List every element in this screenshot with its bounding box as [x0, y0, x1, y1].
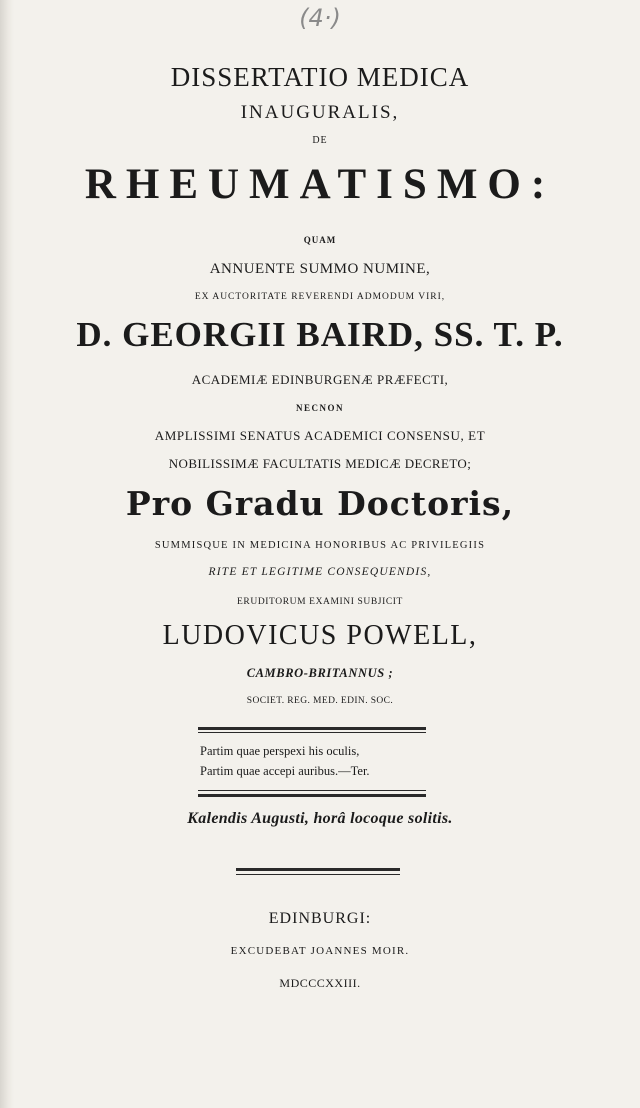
imprint-printer: EXCUDEBAT JOANNES MOIR.: [230, 945, 410, 957]
rule-epigraph-top-thin: [198, 732, 426, 733]
rule-epigraph-top-thick: [198, 727, 426, 730]
author-origin: CAMBRO-BRITANNUS ;: [246, 666, 394, 680]
epigraph-line-2: Partim quae accepi auribus.—Ter.: [200, 764, 370, 778]
handwritten-mark: (4·): [299, 4, 341, 32]
annuente-line: ANNUENTE SUMMO NUMINE,: [209, 261, 431, 277]
rule-epigraph-bottom-thin: [198, 790, 426, 791]
academiae-line: ACADEMIÆ EDINBURGENÆ PRÆFECTI,: [191, 372, 449, 387]
title-line-inauguralis: INAUGURALIS,: [240, 102, 400, 123]
title-line-dissertatio: DISSERTATIO MEDICA: [170, 62, 470, 92]
epigraph-line-1: Partim quae perspexi his oculis,: [200, 744, 360, 758]
auctoritate-line: EX AUCTORITATE REVERENDI ADMODUM VIRI,: [194, 292, 446, 302]
quam-line: QUAM: [303, 235, 337, 245]
honoribus-line: SUMMISQUE IN MEDICINA HONORIBUS AC PRIVILEGIIS: [154, 540, 486, 551]
principal-name: D. GEORGII BAIRD, SS. T. P.: [76, 315, 564, 354]
rite-line: RITE ET LEGITIME CONSEQUENDIS,: [208, 566, 432, 578]
title-line-de: DE: [312, 135, 328, 146]
subject-title: RHEUMATISMO:: [84, 161, 556, 208]
date-line: Kalendis Augusti, horâ locoque solitis.: [187, 810, 453, 827]
necnon-line: NECNON: [295, 403, 344, 413]
imprint-year: MDCCCXXIII.: [279, 976, 361, 990]
author-societies: SOCIET. REG. MED. EDIN. SOC.: [246, 696, 394, 706]
rule-imprint-thick: [236, 868, 400, 871]
facultatis-line: NOBILISSIMÆ FACULTATIS MEDICÆ DECRETO;: [168, 456, 472, 471]
senatus-line: AMPLISSIMI SENATUS ACADEMICI CONSENSU, ET: [154, 428, 486, 443]
rule-imprint-thin: [236, 874, 400, 875]
imprint-city: EDINBURGI:: [268, 910, 372, 927]
author-name: LUDOVICUS POWELL,: [162, 620, 478, 651]
rule-epigraph-bottom-thick: [198, 794, 426, 797]
examini-line: ERUDITORUM EXAMINI SUBJICIT: [237, 597, 403, 607]
pro-gradu-heading: Pro Gradu Doctoris,: [125, 484, 515, 523]
